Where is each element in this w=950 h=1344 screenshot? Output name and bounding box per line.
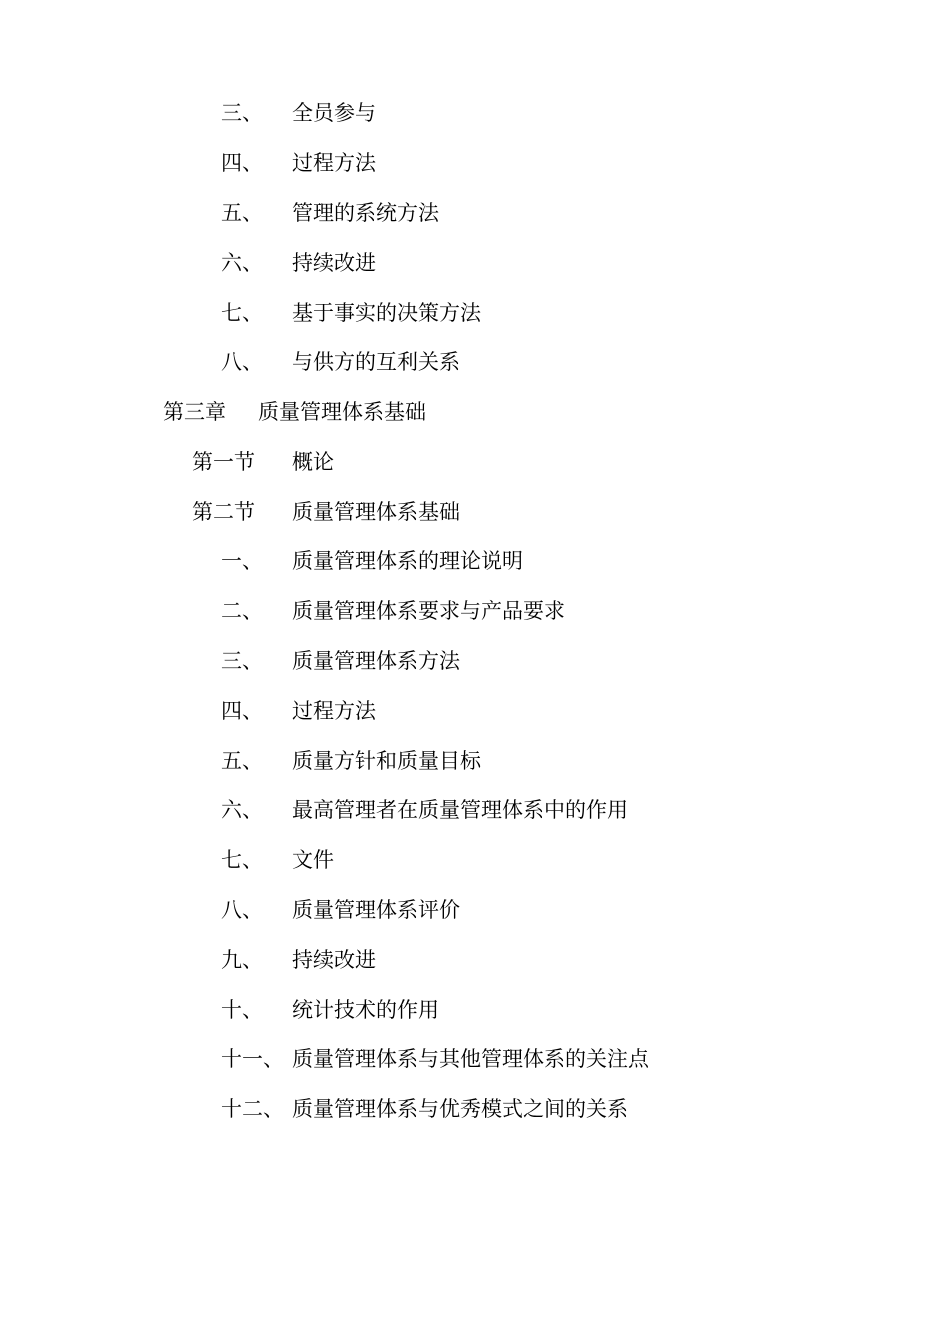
toc-item-number: 八、 (221, 350, 263, 374)
toc-chapter-title: 质量管理体系基础 (258, 400, 426, 424)
toc-item-title: 质量管理体系的理论说明 (292, 549, 523, 573)
toc-item-number: 二、 (221, 599, 263, 623)
toc-item (221, 98, 921, 128)
toc-section-number: 第一节 (192, 450, 255, 474)
toc-item-number: 四、 (221, 699, 263, 723)
toc-item-number: 十二、 (221, 1097, 284, 1121)
toc-item-number: 一、 (221, 549, 263, 573)
toc-section-number: 第二节 (192, 500, 255, 524)
toc-item (221, 1094, 921, 1124)
toc-item-title: 持续改进 (292, 948, 376, 972)
toc-item (221, 596, 921, 626)
toc-item-number: 四、 (221, 151, 263, 175)
toc-item-number: 七、 (221, 301, 263, 325)
toc-item-number: 三、 (221, 101, 263, 125)
toc-item-title: 文件 (292, 848, 334, 872)
toc-item (221, 795, 921, 825)
toc-item-title: 持续改进 (292, 251, 376, 275)
toc-item-title: 质量管理体系与其他管理体系的关注点 (292, 1047, 649, 1071)
toc-item (221, 895, 921, 925)
toc-item (221, 746, 921, 776)
toc-item (221, 298, 921, 328)
toc-item-title: 与供方的互利关系 (292, 350, 460, 374)
toc-chapter (163, 397, 863, 427)
toc-item-title: 质量管理体系要求与产品要求 (292, 599, 565, 623)
toc-item (221, 148, 921, 178)
toc-item-title: 质量管理体系评价 (292, 898, 460, 922)
toc-item (221, 845, 921, 875)
toc-item (221, 347, 921, 377)
toc-section-title: 质量管理体系基础 (292, 500, 460, 524)
toc-item-number: 五、 (221, 201, 263, 225)
toc-item-number: 三、 (221, 649, 263, 673)
toc-item-number: 十一、 (221, 1047, 284, 1071)
toc-section (192, 447, 892, 477)
toc-item-number: 七、 (221, 848, 263, 872)
toc-item (221, 546, 921, 576)
toc-item-title: 统计技术的作用 (292, 998, 439, 1022)
toc-item (221, 945, 921, 975)
toc-item-title: 过程方法 (292, 151, 376, 175)
toc-item-number: 六、 (221, 251, 263, 275)
toc-item (221, 248, 921, 278)
toc-section-title: 概论 (292, 450, 334, 474)
toc-item-title: 质量管理体系与优秀模式之间的关系 (292, 1097, 628, 1121)
toc-item-title: 质量方针和质量目标 (292, 749, 481, 773)
toc-item (221, 646, 921, 676)
toc-item-title: 基于事实的决策方法 (292, 301, 481, 325)
toc-item-title: 全员参与 (292, 101, 376, 125)
toc-item-number: 五、 (221, 749, 263, 773)
toc-item-number: 十、 (221, 998, 263, 1022)
toc-item (221, 696, 921, 726)
toc-item (221, 995, 921, 1025)
toc-item-number: 八、 (221, 898, 263, 922)
toc-chapter-number: 第三章 (163, 400, 226, 424)
toc-item (221, 198, 921, 228)
toc-item-title: 管理的系统方法 (292, 201, 439, 225)
toc-item-title: 质量管理体系方法 (292, 649, 460, 673)
toc-item (221, 1044, 921, 1074)
toc-item-title: 最高管理者在质量管理体系中的作用 (292, 798, 628, 822)
toc-item-number: 九、 (221, 948, 263, 972)
toc-item-number: 六、 (221, 798, 263, 822)
toc-section (192, 497, 892, 527)
toc-item-title: 过程方法 (292, 699, 376, 723)
